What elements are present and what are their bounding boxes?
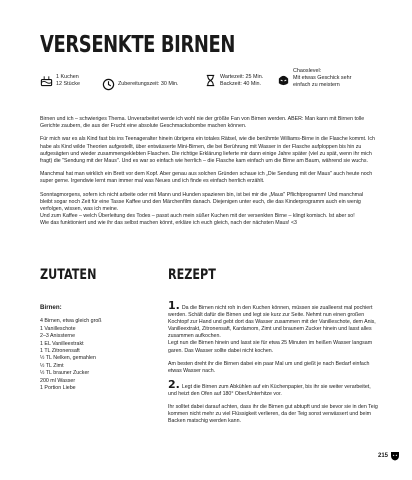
villain-icon <box>277 74 290 87</box>
ingredient-item: 1 TL Zitronensaft <box>40 348 80 355</box>
ingredient-item: 1 Vanilleschote <box>40 325 76 332</box>
ingredients-subheading: Birnen: <box>40 304 62 311</box>
zutaten-heading: ZUTATEN <box>40 267 97 283</box>
step-number: 1. <box>168 299 180 312</box>
ingredient-item: 1 EL Vanilleextrakt <box>40 340 84 347</box>
intro-paragraph: Manchmal hat man wirklich ein Brett vor dem Kopf. Aber genau aus solchen Gründen schaue ich „Die Sendung mit der Maus" auch heute noch super gerne. Irgendwie lernt man immer mal was Neues und ich finde es einfach herrlich erzählt. <box>40 171 373 185</box>
step-text: Ihr solltet dabei darauf achten, dass ihr die Birnen gut abtupft und sie bevor sie in den Teig kommen nicht mehr zu viel Flüssigkeit verlieren, da der Teig sonst verwässert und beim Backen matschig werden kann. <box>168 404 378 425</box>
ingredient-item: ½ TL Zimt <box>40 362 64 369</box>
cake-icon <box>40 74 53 87</box>
prep-text: Zubereitungszeit: 30 Min. <box>118 81 179 87</box>
page-number-text: 215 <box>377 453 388 459</box>
intro-text <box>40 116 376 234</box>
hourglass-icon <box>204 74 217 87</box>
servings-info <box>40 74 80 88</box>
intro-paragraph: Birnen und ich – schwieriges Thema. Unverarbeitet werde ich wohl nie der größte Fan von Birnen werden. ABER: Man kann mit Birnen tolle Gerichte zaubern, die aus der Frucht eine absolute Geschmacksbombe machen können. <box>40 116 365 130</box>
recipe-steps <box>168 299 378 431</box>
ingredient-item: 200 ml Wasser <box>40 377 76 384</box>
step-text: Am besten dreht ihr die Birnen dabei ein paar Mal um und gießt je nach Bedarf einfach etwas Wasser nach. <box>168 360 370 374</box>
recipe-step <box>168 377 378 425</box>
recipe-step <box>168 299 378 375</box>
ingredient-item: ½ TL Nelken, gemahlen <box>40 355 96 362</box>
chaos-text: Chaoslevel: Mit etwas Geschick sehr einfach zu meistern <box>293 68 352 88</box>
ingredient-item: 1 Portion Liebe <box>40 385 76 392</box>
recipe-info-bar <box>40 68 380 102</box>
prep-info <box>102 78 179 91</box>
intro-paragraph: Sonntagmorgens, sofern ich nicht arbeite oder mit Mann und Hunden spazieren bin, ist bei mir die „Maus" Pflichtprogramm! Und manchmal bleibt sogar noch Zeit für eine Tasse Kaffee und den Märchenfilm danach. Diejenigen unter euch, die das Kinderprogramm auch ein wenig verfolgen, wissen, was ich meine. Und zum Kaffee – welch Überleitung des Todes – passt auch mein süßer Kuchen mit der versenkten Birne – klingt komisch. Ist aber so! Wie das funktioniert und wie ihr das selbst machen könnt, erkläre ich euch gleich, nach der nächsten Maus! <3 <box>40 191 364 227</box>
page-number <box>378 451 400 461</box>
rezept-heading: REZEPT <box>168 267 216 283</box>
times-info <box>204 74 263 88</box>
shield-icon <box>390 451 400 461</box>
step-number: 2. <box>168 377 180 391</box>
chaos-info <box>277 68 351 89</box>
ingredients-list <box>40 304 160 392</box>
page-title: VERSENKTE BIRNEN <box>40 32 235 58</box>
ingredient-item: 4 Birnen, etwa gleich groß <box>40 318 102 325</box>
step-text: Da die Birnen nicht roh in den Kuchen können, müssen sie zualleerst mal pochiert werden. Schält dafür die Birnen und legt sie kurz zur Seite. Nehmt nun einen großen Kochtopf zur Hand und gebt dort das Wasser zusammen mit der Vanilleschote, dem Anis, Vanilleextrakt, Zitronensaft, Kardamom, Zimt und braunem Zucker hinein und lasst alles zusammen aufkochen. Legt nun die Birnen hinein und lasst sie für etwa 25 Minuten im heißen Wasser langsam garen. Das Wasser sollte dabei nicht kochen. <box>168 305 376 354</box>
clock-icon <box>102 78 115 91</box>
times-text: Wartezeit: 25 Min. Backzeit: 40 Min. <box>220 74 264 87</box>
intro-paragraph: Für mich war es als Kind fast bis ins Teenageralter hinein übrigens ein totales Rätsel, wie die berühmte Williams-Birne in die Flasche kommt. Ich habe als Kind wilde Theorien aufgestellt, über entwässerte Mini-Birnen, die bei Berührung mit Wasser in der Flasche aufploppen bis hin zu aufgesägten und wieder zusammengeklebten Flaschen. Die richtige Erklärung lieferte mir dann einige Jahre später (viel zu spät, wenn ihr mich fragt) die "Sendung mit der Maus". Und es war so einfach wie herrlich – die Flasche kam einfach um die Birne am Baum, während sie wuchs. <box>40 136 375 165</box>
step-text: Legt die Birnen zum Abkühlen auf ein Küchenpapier, bis ihr sie weiter verarbeitet, und heizt den Ofen auf 180° Ober/Unterhitze vor. <box>168 383 371 397</box>
servings-text: 1 Kuchen 12 Stücke <box>56 74 80 87</box>
ingredient-item: ½ TL brauner Zucker <box>40 370 90 377</box>
ingredient-item: 2–3 Anissterne <box>40 333 76 340</box>
